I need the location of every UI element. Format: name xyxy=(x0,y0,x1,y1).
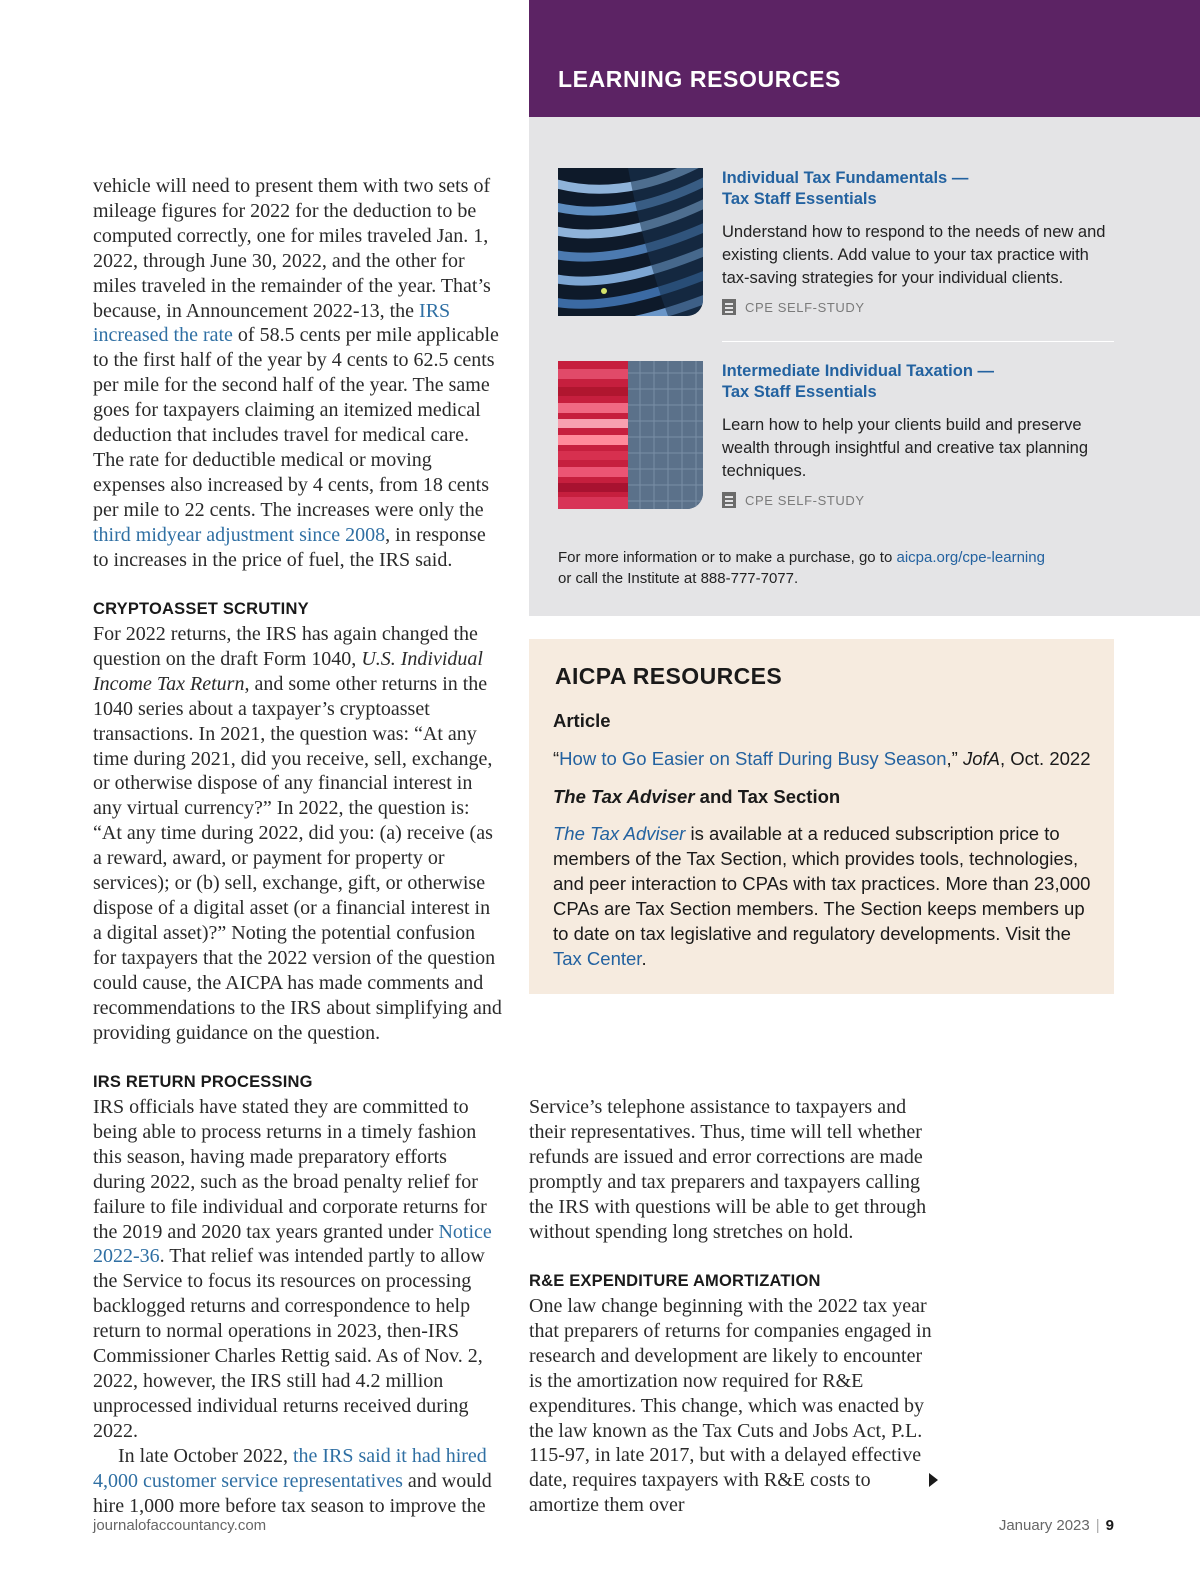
course-thumbnail-image xyxy=(558,361,703,509)
document-icon xyxy=(722,492,736,508)
cpe-learning-link[interactable]: aicpa.org/cpe-learning xyxy=(896,549,1045,566)
tax-section-heading: The Tax Adviser and Tax Section xyxy=(553,786,841,807)
body-column-1-irs xyxy=(93,1095,503,1518)
body-column-2 xyxy=(529,1095,933,1244)
course-description: Learn how to help your clients build and preserve wealth through insightful and creative tax planning techniques. xyxy=(722,416,1088,480)
tax-center-link[interactable]: Tax Center xyxy=(553,948,642,969)
paragraph-irs-processing: IRS officials have stated they are committed to being able to process returns in a timely fashion this season, having made preparatory efforts during 2022, such as the broad penalty relief for failure to file individual and corporate returns for the 2019 and 2020 tax years granted under Notice 2022-36. That relief was intended partly to allow the Service to focus its resources on processing backlogged returns and correspondence to help return to normal operations in 2023, then-IRS Commissioner Charles Rettig said. As of Nov. 2, 2022, however, the IRS still had 4.2 million unprocessed individual returns received during 2022. xyxy=(93,1096,492,1442)
aicpa-resources-box xyxy=(529,639,1114,994)
tax-adviser-link[interactable]: The Tax Adviser xyxy=(553,823,686,844)
course-format-tag: CPE SELF-STUDY xyxy=(722,492,1118,508)
course-title[interactable]: Individual Tax Fundamentals — Tax Staff Essentials xyxy=(722,169,969,208)
footer-issue-page: January 2023 | 9 xyxy=(998,1517,1114,1534)
paragraph-re-amortization: One law change beginning with the 2022 tax year that preparers of returns for companies engaged in research and development are likely to encounter is the amortization now required for R&E expenditures. This change, which was enacted by the law known as the Tax Cuts and Jobs Act, P.L. 115-97, in late 2017, but with a delayed effective date, requires taxpayers with R&E costs to amortize them over xyxy=(529,1295,932,1517)
tax-section-description: The Tax Adviser is available at a reduced subscription price to members of the Tax Section, which provides tools, technologies, and peer interaction to CPAs with tax practices. More than 23,000 CPAs are Tax Section members. The Section keeps members up to date on tax legislative and regulatory developments. Visit the Tax Center. xyxy=(553,823,1091,969)
irs-increased-rate-link[interactable]: IRS increased the rate xyxy=(93,299,451,347)
aicpa-resources-title: AICPA RESOURCES xyxy=(555,663,783,689)
continue-arrow-icon xyxy=(929,1473,938,1487)
article-label: Article xyxy=(553,710,611,731)
body-column-2-re xyxy=(529,1294,933,1518)
learning-resources-panel xyxy=(529,117,1200,616)
heading-irs-return-processing: IRS RETURN PROCESSING xyxy=(93,1073,313,1091)
learning-resources-header xyxy=(529,0,1200,117)
course-card[interactable] xyxy=(558,168,1118,318)
body-column-1 xyxy=(93,174,503,573)
course-card[interactable] xyxy=(558,361,1118,511)
learning-resources-title: LEARNING RESOURCES xyxy=(558,66,841,92)
paragraph-crypto: For 2022 returns, the IRS has again changed the question on the draft Form 1040, U.S. Individual Income Tax Return, and some other returns in the 1040 series about a taxpayer’s cryptoasset transactions. In 2021, the question was: “At any time during 2021, did you receive, sell, exchange, or otherwise dispose of any financial interest in any virtual currency?” In 2022, the question is: “At any time during 2022, did you: (a) receive (as a reward, award, or payment for property or services); or (b) sell, exchange, gift, or otherwise dispose of a digital asset (or a financial interest in a digital asset)?” Noting the potential confusion for taxpayers that the 2022 version of the question could cause, the AICPA has made comments and recommendations to the IRS about simplifying and providing guidance on the question. xyxy=(93,623,502,1044)
heading-cryptoasset-scrutiny: CRYPTOASSET SCRUTINY xyxy=(93,600,309,618)
footer-site-url: journalofaccountancy.com xyxy=(93,1517,267,1534)
third-midyear-adjustment-link[interactable]: third midyear adjustment since 2008 xyxy=(93,523,386,546)
learning-resources-footer: For more information or to make a purchase, go to aicpa.org/cpe-learning or call the Institute at 888-777-7077. xyxy=(558,549,1045,587)
page-number: 9 xyxy=(1105,1517,1114,1534)
body-column-1-crypto xyxy=(93,622,503,1045)
article-citation: “How to Go Easier on Staff During Busy Season,” JofA, Oct. 2022 xyxy=(553,748,1091,769)
paragraph-telephone-assistance: Service’s telephone assistance to taxpayers and their representatives. Thus, time will tell whether refunds are issued and error corrections are made promptly and tax preparers and taxpayers calling the IRS with questions will be able to get through without spending long stretches on hold. xyxy=(529,1096,927,1243)
course-format-tag: CPE SELF-STUDY xyxy=(722,299,1118,315)
paragraph-mileage: vehicle will need to present them with two sets of mileage figures for 2022 for the deduction to be computed correctly, one for miles traveled Jan. 1, 2022, through June 30, 2022, and the other for miles traveled in the remainder of the year. That’s because, in Announcement 2022-13, the IRS increased the rate of 58.5 cents per mile applicable to the first half of the year by 4 cents to 62.5 cents per mile for the second half of the year. The same goes for taxpayers claiming an itemized medical deduction that includes travel for medical care. The rate for deductible medical or moving expenses also increased by 4 cents, from 18 cents per mile to 22 cents. The increases were only the third midyear adjustment since 2008, in response to increases in the price of fuel, the IRS said. xyxy=(93,175,499,571)
course-title[interactable]: Intermediate Individual Taxation — Tax Staff Essentials xyxy=(722,362,994,401)
paragraph-hiring: In late October 2022, the IRS said it had hired 4,000 customer service representatives and would hire 1,000 more before tax season to improve the xyxy=(93,1444,492,1517)
divider xyxy=(722,341,1114,342)
document-icon xyxy=(722,299,736,315)
heading-re-expenditure-amortization: R&E EXPENDITURE AMORTIZATION xyxy=(529,1272,821,1290)
course-thumbnail-image xyxy=(558,168,703,316)
article-link[interactable]: How to Go Easier on Staff During Busy Season xyxy=(559,748,947,769)
course-description: Understand how to respond to the needs of new and existing clients. Add value to your tax practice with tax-saving strategies for your individual clients. xyxy=(722,223,1106,287)
notice-2022-36-link[interactable]: Notice 2022-36 xyxy=(93,1220,492,1268)
irs-hired-representatives-link[interactable]: the IRS said it had hired 4,000 customer service representatives xyxy=(93,1444,487,1492)
